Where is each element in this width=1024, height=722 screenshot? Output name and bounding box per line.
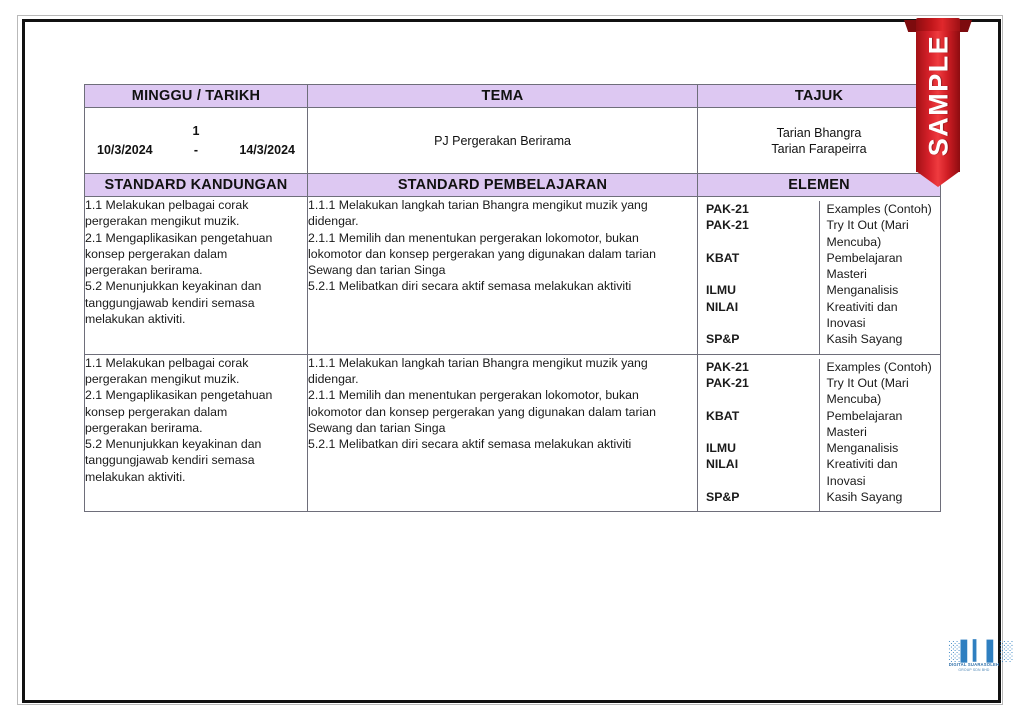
cell-elemen xyxy=(698,354,941,512)
sp-line: didengar. xyxy=(308,214,359,229)
sk-line: pergerakan berirama. xyxy=(85,420,203,435)
elemen-value: Kasih Sayang xyxy=(826,490,903,505)
elemen-item xyxy=(698,217,940,250)
elemen-value: Examples (Contoh) xyxy=(826,202,932,216)
elemen-item xyxy=(698,456,940,489)
elemen-item xyxy=(698,282,940,298)
date-end: 14/3/2024 xyxy=(239,143,295,157)
elemen-spacer xyxy=(698,505,940,511)
elemen-value: Kreativiti dan Inovasi xyxy=(826,299,898,331)
elemen-item xyxy=(698,331,940,347)
elemen-value: Menganalisis xyxy=(826,283,899,298)
elemen-item xyxy=(698,408,940,441)
elemen-key: SP&P xyxy=(698,489,819,505)
sk-line: tanggungjawab kendiri semasa xyxy=(85,453,255,468)
table-info-row xyxy=(85,108,941,174)
elemen-value: Kreativiti dan Inovasi xyxy=(826,457,898,488)
sp-line: 5.2.1 Melibatkan diri secara aktif semasa melakukan aktiviti xyxy=(308,279,632,294)
cell-standard-pembelajaran xyxy=(308,197,698,355)
sample-ribbon xyxy=(916,18,973,186)
lesson-plan-table xyxy=(84,84,941,512)
ribbon-label: SAMPLE xyxy=(923,34,954,157)
table-row xyxy=(85,354,941,512)
week-date-cell xyxy=(85,108,308,174)
ribbon-url: WWW.TESTPAPER.COM.MY xyxy=(965,46,973,153)
table-top-header-row xyxy=(85,85,941,108)
sk-line: 2.1 Mengaplikasikan pengetahuan xyxy=(85,388,273,403)
header-minggu-tarikh: MINGGU / TARIKH xyxy=(85,85,308,108)
sp-line: Sewang dan tarian Singa xyxy=(308,420,446,435)
elemen-item xyxy=(698,489,940,505)
sp-line: 5.2.1 Melibatkan diri secara aktif semasa melakukan aktiviti xyxy=(308,437,632,452)
elemen-item xyxy=(698,359,940,375)
elemen-key: PAK-21 xyxy=(698,375,819,408)
footer-logo xyxy=(948,641,1012,673)
elemen-item xyxy=(698,201,940,217)
elemen-key: NILAI xyxy=(698,299,819,332)
logo-company-sub: GROUP SDN BHD xyxy=(958,668,990,672)
elemen-value: Try It Out (Mari Mencuba) xyxy=(826,375,909,407)
tajuk-line-2: Tarian Farapeirra xyxy=(771,141,867,156)
cell-standard-kandungan xyxy=(85,197,308,355)
elemen-item xyxy=(698,299,940,332)
tajuk-line-1: Tarian Bhangra xyxy=(776,125,862,140)
elemen-item xyxy=(698,440,940,456)
elemen-table xyxy=(698,197,940,354)
elemen-value: Try It Out (Mari Mencuba) xyxy=(826,218,909,249)
elemen-value: Examples (Contoh) xyxy=(826,359,932,374)
elemen-item xyxy=(698,250,940,283)
ribbon-tail-icon xyxy=(916,171,960,187)
sk-line: 1.1 Melakukan pelbagai corak xyxy=(85,198,249,212)
sk-line: tanggungjawab kendiri semasa xyxy=(85,295,255,310)
sk-line: pergerakan berirama. xyxy=(85,263,203,278)
sk-line: 5.2 Menunjukkan keyakinan dan xyxy=(85,437,262,452)
sk-line: konsep pergerakan dalam xyxy=(85,246,228,261)
sk-line: melakukan aktiviti. xyxy=(85,312,186,327)
cell-standard-kandungan xyxy=(85,354,308,512)
elemen-value: Kasih Sayang xyxy=(826,332,903,347)
header-standard-kandungan: STANDARD KANDUNGAN xyxy=(85,174,308,197)
date-separator: - xyxy=(193,143,199,157)
elemen-key: PAK-21 xyxy=(698,201,819,217)
header-elemen: ELEMEN xyxy=(698,174,941,197)
elemen-table xyxy=(698,355,940,512)
elemen-key: SP&P xyxy=(698,331,819,347)
elemen-key: NILAI xyxy=(698,456,819,489)
elemen-value: Pembelajaran Masteri xyxy=(826,250,903,282)
table-row xyxy=(85,197,941,355)
sk-line: 2.1 Mengaplikasikan pengetahuan xyxy=(85,230,273,245)
sp-line: 2.1.1 Memilih dan menentukan pergerakan lokomotor, bukan xyxy=(308,230,639,245)
sk-line: 5.2 Menunjukkan keyakinan dan xyxy=(85,279,262,294)
sp-line: lokomotor dan konsep pergerakan yang digunakan dalam tarian xyxy=(308,246,656,261)
elemen-value: Menganalisis xyxy=(826,441,899,456)
elemen-item xyxy=(698,375,940,408)
sp-line: lokomotor dan konsep pergerakan yang digunakan dalam tarian xyxy=(308,404,656,419)
week-number: 1 xyxy=(192,124,200,138)
elemen-value: Pembelajaran Masteri xyxy=(826,408,903,439)
sk-line: melakukan aktiviti. xyxy=(85,469,186,484)
elemen-key: ILMU xyxy=(698,282,819,298)
sk-line: konsep pergerakan dalam xyxy=(85,404,228,419)
sk-line: 1.1 Melakukan pelbagai corak xyxy=(85,355,249,370)
elemen-key: KBAT xyxy=(698,408,819,441)
sp-line: 2.1.1 Memilih dan menentukan pergerakan lokomotor, bukan xyxy=(308,388,639,403)
sp-line: Sewang dan tarian Singa xyxy=(308,263,446,278)
elemen-key: KBAT xyxy=(698,250,819,283)
sp-line: didengar. xyxy=(308,371,359,386)
elemen-key: ILMU xyxy=(698,440,819,456)
date-start: 10/3/2024 xyxy=(97,143,153,157)
sp-line: 1.1.1 Melakukan langkah tarian Bhangra mengikut muzik yang xyxy=(308,198,648,212)
elemen-spacer xyxy=(698,348,940,354)
cell-elemen xyxy=(698,197,941,355)
header-tajuk: TAJUK xyxy=(698,85,941,108)
logo-company-name: DIGITAL SUARASOLEH xyxy=(948,662,1000,667)
table-sub-header-row xyxy=(85,174,941,197)
building-icon: ░▌▎▌░ xyxy=(948,641,1012,662)
header-tema: TEMA xyxy=(308,85,698,108)
sp-line: 1.1.1 Melakukan langkah tarian Bhangra mengikut muzik yang xyxy=(308,355,648,370)
tajuk-value xyxy=(698,108,941,174)
sk-line: pergerakan mengikut muzik. xyxy=(85,214,240,229)
week-date-range xyxy=(85,143,307,157)
header-standard-pembelajaran: STANDARD PEMBELAJARAN xyxy=(308,174,698,197)
elemen-key: PAK-21 xyxy=(698,359,819,375)
sk-line: pergerakan mengikut muzik. xyxy=(85,371,240,386)
cell-standard-pembelajaran xyxy=(308,354,698,512)
tema-value: PJ Pergerakan Berirama xyxy=(308,108,698,174)
elemen-key: PAK-21 xyxy=(698,217,819,250)
